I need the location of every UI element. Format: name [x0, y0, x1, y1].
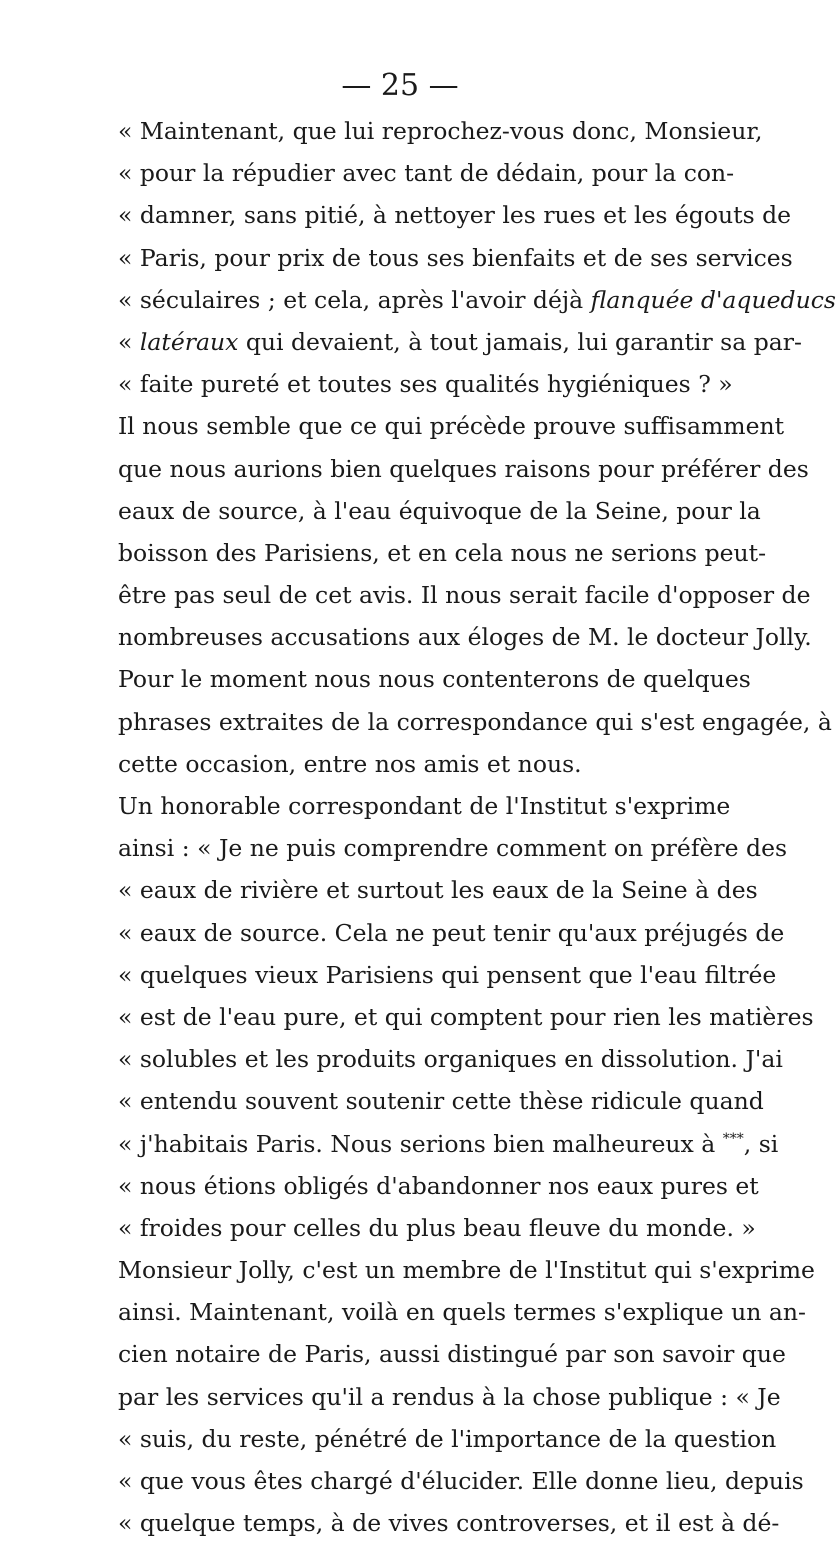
text-line [118, 532, 767, 574]
text-line [118, 785, 731, 827]
text-line [118, 912, 785, 954]
text-line [118, 279, 836, 321]
text-line [118, 1249, 815, 1291]
text-line [118, 869, 758, 911]
text-line [118, 574, 811, 616]
text-segment: « faite pureté et toutes ses qualités hygiéniques ? » [118, 370, 733, 399]
text-line [118, 1207, 756, 1249]
text-segment: ainsi : « Je ne puis comprendre comment on préfère des [118, 834, 788, 863]
text-line [118, 616, 812, 658]
text-segment: boisson des Parisiens, et en cela nous ne serions peut- [118, 538, 767, 567]
text-line [118, 1502, 780, 1544]
text-line [118, 1460, 804, 1502]
text-line [118, 1291, 806, 1333]
italic-segment: flanquée d'aqueducs [590, 285, 836, 314]
text-line [118, 658, 751, 700]
text-line [118, 237, 793, 279]
text-segment: nombreuses accusations aux éloges de M. le docteur Jolly. [118, 623, 812, 652]
text-segment: qui devaient, à tout jamais, lui garantir sa par- [238, 327, 802, 356]
text-line [118, 743, 706, 785]
text-segment: « suis, du reste, pénétré de l'importance de la question [118, 1424, 777, 1453]
text-segment: « pour la répudier avec tant de dédain, pour la con- [118, 159, 735, 188]
text-segment: Monsieur Jolly, c'est un membre de l'Institut qui s'exprime [118, 1256, 815, 1285]
text-segment: « nous étions obligés d'abandonner nos eaux pures et [118, 1171, 759, 1200]
text-segment: « eaux de rivière et surtout les eaux de la Seine à des [118, 876, 758, 905]
page-number: — 25 — [341, 68, 459, 103]
text-line [118, 827, 788, 869]
text-segment: être pas seul de cet avis. Il nous serait facile d'opposer de [118, 581, 811, 610]
text-segment: ainsi. Maintenant, voilà en quels termes s'explique un an- [118, 1298, 806, 1327]
text-segment: « entendu souvent soutenir cette thèse ridicule quand [118, 1087, 764, 1116]
text-segment: Un honorable correspondant de l'Institut s'exprime [118, 792, 731, 820]
text-segment: « Paris, pour prix de tous ses bienfaits et de ses services [118, 243, 793, 272]
text-segment: cien notaire de Paris, aussi distingué par son savoir que [118, 1340, 786, 1369]
italic-segment: latéraux [139, 327, 239, 356]
body-text [118, 110, 836, 1544]
text-line [118, 110, 763, 152]
text-line [118, 954, 777, 996]
text-segment: « solubles et les produits organiques en dissolution. J'ai [118, 1045, 783, 1074]
text-segment: « est de l'eau pure, et qui comptent pour rien les matières [118, 1002, 814, 1031]
text-segment: « froides pour celles du plus beau fleuve du monde. » [118, 1213, 756, 1242]
text-line [118, 448, 809, 490]
text-segment: « damner, sans pitié, à nettoyer les rues et les égouts de [118, 201, 792, 230]
text-segment: que nous aurions bien quelques raisons pour préférer des [118, 454, 809, 483]
text-line [118, 1038, 783, 1080]
text-segment: « [118, 327, 140, 356]
text-segment: « j'habitais Paris. Nous serions bien malheureux à [118, 1129, 723, 1158]
text-segment: , si [743, 1129, 779, 1158]
text-segment: par les services qu'il a rendus à la chose publique : « Je [118, 1382, 781, 1411]
text-line [118, 152, 735, 194]
text-segment: « quelque temps, à de vives controverses, et il est à dé- [118, 1509, 780, 1538]
text-line [118, 1080, 764, 1122]
text-line [118, 1165, 759, 1207]
text-line [118, 363, 733, 405]
text-segment: cette occasion, entre nos amis et nous. [118, 749, 582, 778]
text-segment: Pour le moment nous nous contenterons de quelques [118, 665, 751, 694]
text-line [118, 701, 832, 743]
text-segment: eaux de source, à l'eau équivoque de la Seine, pour la [118, 496, 761, 525]
text-segment: « eaux de source. Cela ne peut tenir qu'aux préjugés de [118, 918, 785, 947]
text-segment: « séculaires ; et cela, après l'avoir déjà [118, 285, 591, 314]
text-line [118, 490, 761, 532]
text-segment: « Maintenant, que lui reprochez-vous donc, Monsieur, [118, 117, 763, 145]
text-line [118, 996, 814, 1038]
text-line [118, 405, 785, 447]
text-line [118, 194, 792, 236]
text-line [118, 321, 802, 363]
text-line [118, 1418, 777, 1460]
superscript-asterisks: *** [722, 1130, 744, 1147]
text-segment: Il nous semble que ce qui précède prouve suffisamment [118, 412, 785, 441]
text-segment: « quelques vieux Parisiens qui pensent que l'eau filtrée [118, 960, 777, 989]
text-line [118, 1333, 786, 1375]
text-line [118, 1376, 781, 1418]
text-line [118, 1123, 779, 1165]
text-segment: phrases extraites de la correspondance qui s'est engagée, à [118, 707, 832, 736]
text-segment: « que vous êtes chargé d'élucider. Elle donne lieu, depuis [118, 1467, 804, 1495]
